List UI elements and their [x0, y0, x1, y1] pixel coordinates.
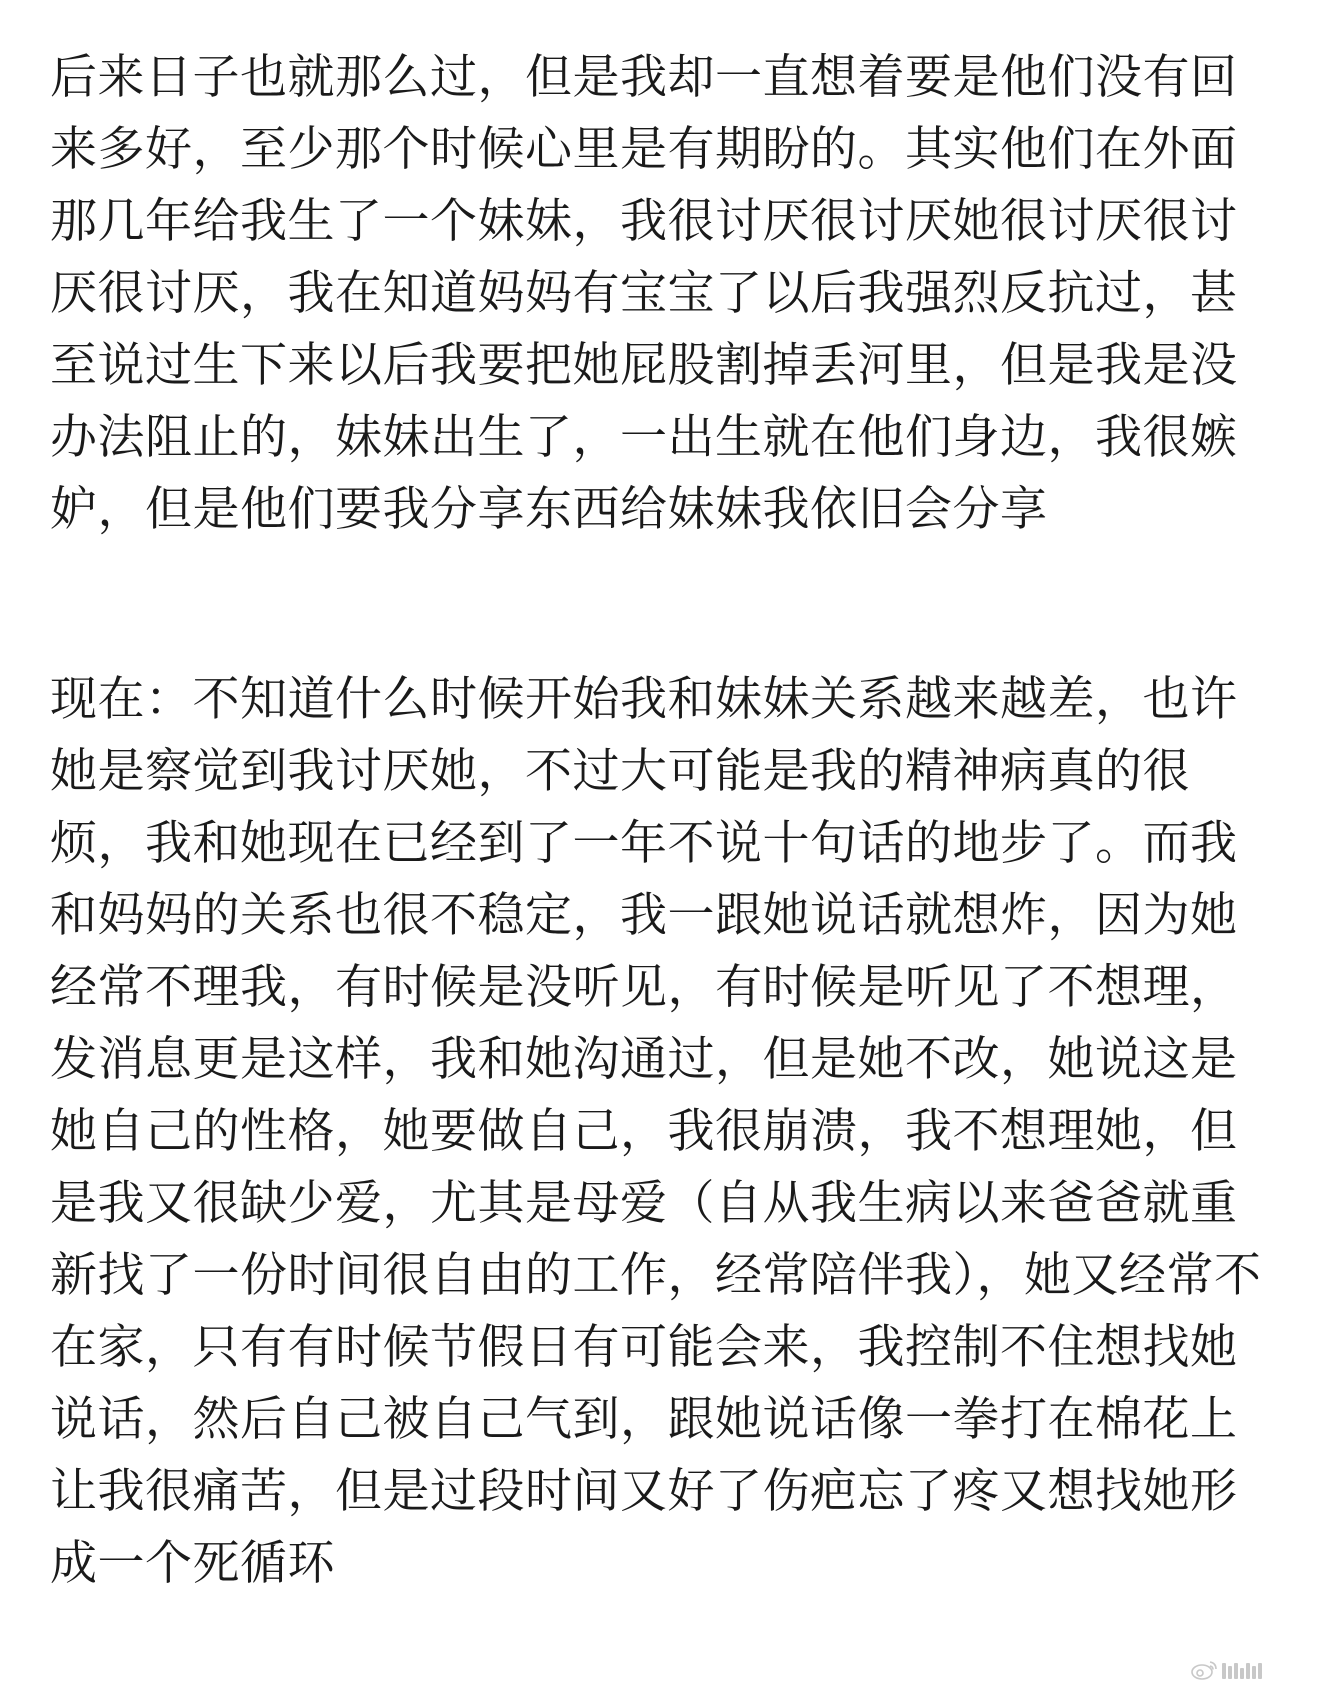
- text-line: 后来日子也就那么过，但是我却一直想着要是他们没有回: [50, 50, 1238, 105]
- text-line: 来多好，至少那个时候心里是有期盼的。其实他们在外面: [50, 122, 1238, 177]
- text-line: 说话，然后自己被自己气到，跟她说话像一拳打在棉花上: [50, 1392, 1238, 1447]
- text-line: 发消息更是这样，我和她沟通过，但是她不改，她说这是: [50, 1032, 1238, 1087]
- text-line: 至说过生下来以后我要把她屁股割掉丢河里，但是我是没: [50, 338, 1238, 393]
- text-line: 成一个死循环: [50, 1536, 335, 1591]
- text-line: 是我又很缺少爱，尤其是母爱（自从我生病以来爸爸就重: [50, 1176, 1238, 1231]
- weibo-logo-icon: [1188, 1657, 1268, 1683]
- text-line: 那几年给我生了一个妹妹，我很讨厌很讨厌她很讨厌很讨: [50, 194, 1238, 249]
- paragraph-2: [50, 664, 1260, 1600]
- text-line: 她是察觉到我讨厌她，不过大可能是我的精神病真的很: [50, 744, 1190, 799]
- text-line: 和妈妈的关系也很不稳定，我一跟她说话就想炸，因为她: [50, 888, 1238, 943]
- text-line: 她自己的性格，她要做自己，我很崩溃，我不想理她，但: [50, 1104, 1238, 1159]
- text-line: 烦，我和她现在已经到了一年不说十句话的地步了。而我: [50, 816, 1238, 871]
- text-line: 厌很讨厌，我在知道妈妈有宝宝了以后我强烈反抗过，甚: [50, 266, 1238, 321]
- text-line: 在家，只有有时候节假日有可能会来，我控制不住想找她: [50, 1320, 1238, 1375]
- text-line: 新找了一份时间很自由的工作，经常陪伴我），她又经常不: [50, 1248, 1262, 1303]
- text-line: 现在：不知道什么时候开始我和妹妹关系越来越差，也许: [50, 672, 1238, 727]
- paragraph-1: [50, 42, 1260, 546]
- text-line: 经常不理我，有时候是没听见，有时候是听见了不想理，: [50, 960, 1238, 1015]
- text-line: 让我很痛苦，但是过段时间又好了伤疤忘了疼又想找她形: [50, 1464, 1238, 1519]
- text-line: 妒，但是他们要我分享东西给妹妹我依旧会分享: [50, 482, 1048, 537]
- text-line: 办法阻止的，妹妹出生了，一出生就在他们身边，我很嫉: [50, 410, 1238, 465]
